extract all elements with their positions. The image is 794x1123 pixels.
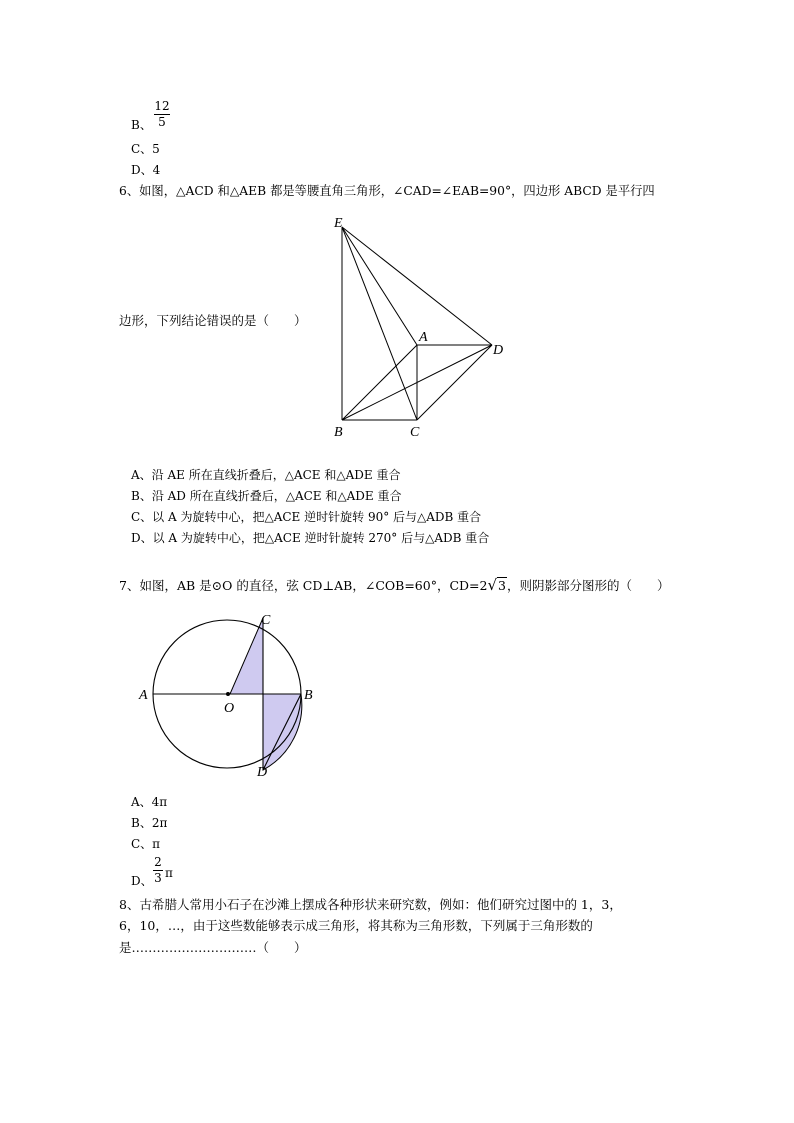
q7-stem-part1: 7、如图，AB 是⊙O 的直径，弦 CD⊥AB，∠COB=60°，CD=2: [119, 578, 488, 593]
q7-shaded-triangle: [230, 618, 263, 694]
q5-option-d: D、4: [131, 163, 161, 177]
q6-line-BA: [342, 345, 417, 420]
q5-option-c: C、5: [131, 142, 160, 156]
q7-option-b: B、2π: [131, 816, 168, 830]
q7-sqrt-radicand: 3: [498, 578, 506, 593]
q7-option-d-label: D、: [131, 874, 153, 888]
q7-label-D: D: [257, 765, 268, 780]
q7-label-A: A: [139, 688, 148, 703]
q6-option-d: D、以 A 为旋转中心，把△ACE 逆时针旋转 270° 后与△ADB 重合: [131, 531, 490, 545]
q7-stem-part2: ，则阴影部分图形的（ ）: [507, 578, 670, 593]
q6-line-CD: [417, 345, 492, 420]
q7-stem: [119, 577, 670, 594]
q5-option-b-numerator: 12: [154, 99, 170, 113]
q7-sqrt-sign: √: [487, 576, 498, 594]
q5-option-b-fraction: [154, 100, 170, 129]
q7-option-d-denominator: 3: [154, 871, 162, 885]
q7-option-d-pi: π: [165, 866, 173, 880]
q7-label-C: C: [261, 613, 271, 628]
q6-label-C: C: [410, 425, 420, 440]
q7-label-B: B: [304, 688, 313, 703]
q7-option-d-numerator: 2: [154, 855, 162, 869]
q6-label-E: E: [334, 216, 343, 231]
q6-line-EA: [342, 227, 417, 345]
q6-label-D: D: [493, 343, 504, 358]
q6-figure: [325, 205, 525, 445]
q6-stem-line1: 6、如图，△ACD 和△AEB 都是等腰直角三角形，∠CAD=∠EAB=90°，四边形 ABCD 是平行四: [119, 184, 655, 198]
q6-label-A: A: [419, 330, 428, 345]
q8-stem-line1: 8、古希腊人常用小石子在沙滩上摆成各种形状来研究数，例如：他们研究过图中的 1，3，: [119, 897, 622, 912]
q6-option-b: B、沿 AD 所在直线折叠后，△ACE 和△ADE 重合: [131, 489, 402, 503]
q8-stem-line3: 是…………………………（ ）: [119, 940, 307, 955]
q7-option-d-fraction: [153, 856, 163, 885]
q8-stem-line2: 6，10，…，由于这些数能够表示成三角形，将其称为三角形数，下列属于三角形数的: [119, 918, 593, 933]
q6-stem-line2: 边形，下列结论错误的是（ ）: [119, 313, 307, 328]
q7-figure: [130, 605, 330, 785]
q6-option-a: A、沿 AE 所在直线折叠后，△ACE 和△ADE 重合: [131, 468, 401, 482]
q6-label-B: B: [334, 425, 343, 440]
q5-option-b-denominator: 5: [158, 115, 166, 129]
q7-center-point: [226, 692, 230, 696]
q5-option-b-label: B、: [131, 118, 152, 132]
q7-option-a: A、4π: [131, 795, 168, 809]
q7-option-c: C、π: [131, 837, 161, 851]
q7-label-O: O: [224, 701, 235, 716]
q6-option-c: C、以 A 为旋转中心，把△ACE 逆时针旋转 90° 后与△ADB 重合: [131, 510, 482, 524]
